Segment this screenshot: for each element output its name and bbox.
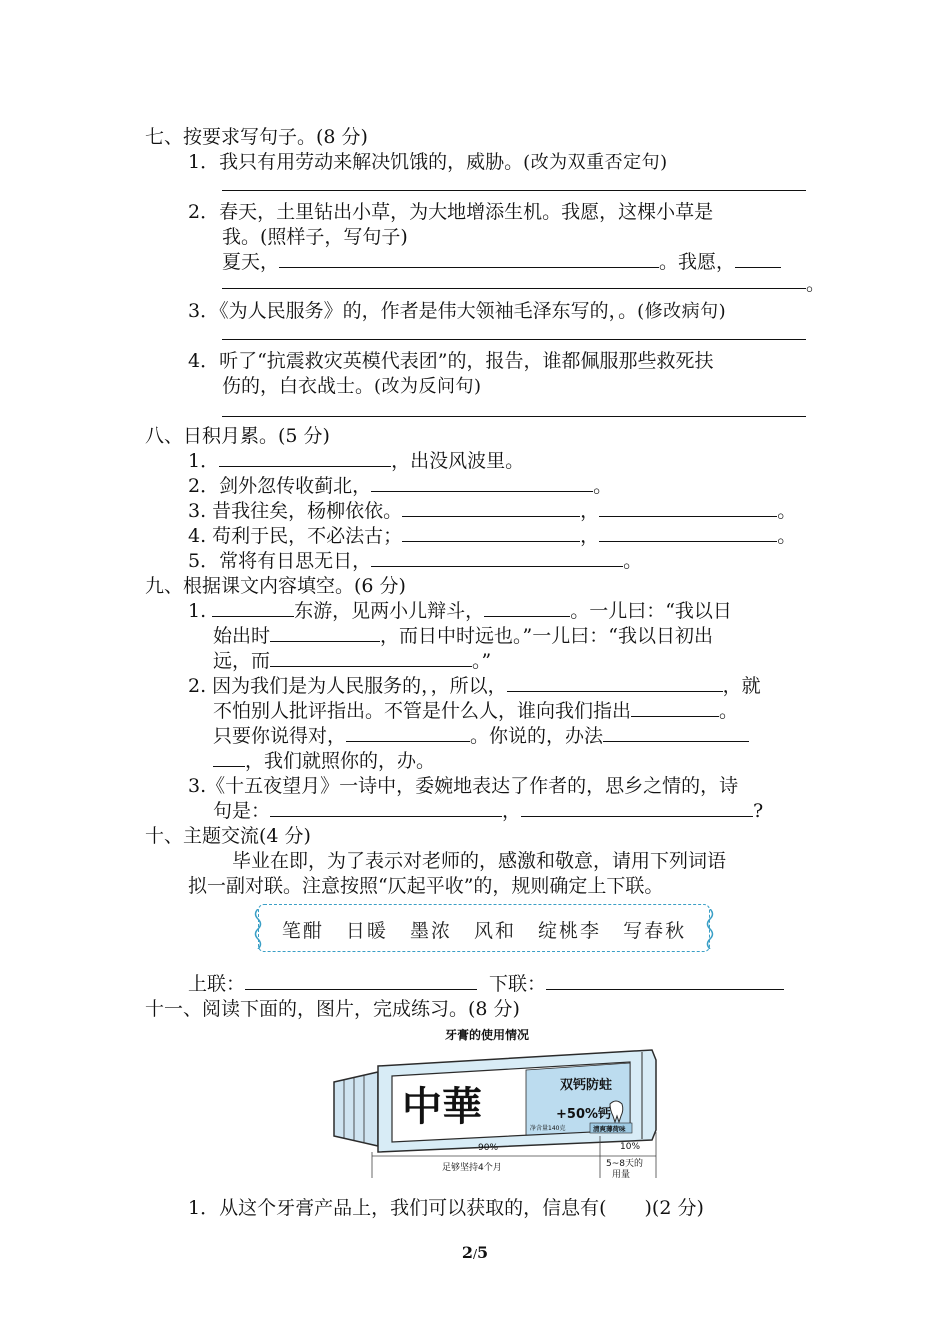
period: 。: [593, 475, 613, 497]
question-text: 3. 昔我往矣，杨柳依依。: [188, 500, 403, 522]
answer-blank[interactable]: [599, 524, 777, 542]
answer-blank[interactable]: [212, 599, 294, 617]
usage-rest-desc-2: 用量: [612, 1170, 631, 1180]
upper-couplet-label: 上联：: [188, 973, 246, 995]
answer-blank[interactable]: [270, 649, 472, 667]
question-9-2-line2: [213, 699, 738, 723]
question-number: 1．: [188, 450, 220, 472]
answer-blank[interactable]: [270, 624, 380, 642]
instruction: (改为双重否定句): [523, 152, 668, 173]
question-text: ，而日中时远也。”一儿曰：“我以日初出: [380, 625, 713, 647]
question-8-4: [188, 524, 796, 548]
instruction: (改为反问句): [374, 376, 482, 397]
comma: ，: [502, 800, 522, 822]
question-7-4-line2: [222, 374, 482, 399]
question-9-3-line2: [213, 799, 763, 823]
question-text: ，我们就照你的，办。: [245, 750, 436, 772]
total-pages: 5: [477, 1243, 489, 1262]
section-9-title: 九、根据课文内容填空。(6 分): [145, 575, 406, 597]
answer-blank[interactable]: [521, 799, 753, 817]
section-11-title: 十一、阅读下面的，图片，完成练习。(8 分): [145, 998, 520, 1020]
question-7-2-line3: [222, 250, 781, 274]
question-text: 2．剑外忽传收蓟北，: [188, 475, 372, 497]
comma: ，: [580, 525, 600, 547]
lower-couplet-label: 下联：: [489, 973, 547, 995]
question-number: 1.: [188, 600, 213, 622]
question-7-3: [188, 299, 726, 324]
question-text: 远，而: [213, 650, 271, 672]
instruction: 我。(照样子，写句子): [222, 226, 408, 248]
answer-blank[interactable]: [599, 499, 777, 517]
question-9-2-line4: [213, 749, 435, 773]
answer-blank[interactable]: [279, 250, 659, 268]
question-mark: ?: [753, 800, 764, 822]
question-text: 不怕别人批评指出。不管是什么人，谁向我们指出: [213, 700, 632, 722]
period: 。: [806, 273, 826, 295]
lower-couplet-blank[interactable]: [546, 972, 784, 990]
answer-blank[interactable]: [402, 524, 580, 542]
net-content: 净含量140克: [530, 1125, 566, 1132]
tube-cap: [334, 1072, 378, 1146]
question-text: 4. 苟利于民，不必法古；: [188, 525, 403, 547]
answer-blank[interactable]: [603, 724, 749, 742]
question-7-2-line1: 2．春天，土里钻出小草，为大地增添生机。我愿，这棵小草是: [188, 201, 714, 223]
answer-blank[interactable]: [507, 674, 723, 692]
page-number: [0, 1243, 950, 1262]
question-text: 。你说的，办法: [470, 725, 604, 747]
brand-name: 中華: [402, 1084, 482, 1130]
flavor-tag: 清爽薄荷味: [593, 1125, 626, 1133]
question-9-1-line1: [188, 599, 732, 623]
answer-blank[interactable]: [735, 250, 781, 268]
answer-blank[interactable]: [371, 549, 623, 567]
question-9-3-line1: 3.《十五夜望月》一诗中，委婉地表达了作者的，思乡之情的，诗: [188, 775, 739, 797]
question-7-2-line2: [222, 225, 408, 249]
prompt-text: 。我愿，: [659, 251, 736, 273]
product-feature: 双钙防蛀: [560, 1078, 613, 1093]
section-10-paragraph-line2: 拟一副对联。注意按照“仄起平收”的，规则确定上下联。: [188, 875, 664, 897]
section-10-paragraph-line1: 毕业在即，为了表示对老师的，感激和敬意，请用下列词语: [232, 850, 727, 872]
couplet-answer-line: [188, 972, 784, 996]
answer-blank[interactable]: [270, 799, 502, 817]
question-text: 句是：: [213, 800, 271, 822]
answer-line-7-2[interactable]: [222, 288, 806, 289]
calcium-tag: +50%钙: [556, 1107, 612, 1122]
question-text: 始出时: [213, 625, 271, 647]
question-text: 3．《为人民服务》的，作者是伟大领袖毛泽东写的，。: [188, 300, 638, 322]
page-separator: /: [472, 1247, 478, 1261]
question-9-1-line2: [213, 624, 713, 648]
answer-blank[interactable]: [484, 599, 570, 617]
question-text: 1．我只有用劳动来解决饥饿的，威胁。: [188, 151, 524, 173]
usage-main-desc: 足够坚持4个月: [442, 1163, 502, 1173]
usage-rest-percent: 10%: [620, 1142, 641, 1152]
question-text: 。”: [472, 650, 492, 672]
answer-blank[interactable]: [631, 699, 719, 717]
usage-rest-desc: 5~8天的: [606, 1159, 643, 1169]
question-text: 东游，见两小儿辩斗，: [294, 600, 485, 622]
section-8-title: 八、日积月累。(5 分): [145, 425, 330, 447]
usage-main-percent: 90%: [478, 1143, 499, 1153]
prompt-text: 夏天，: [222, 251, 280, 273]
toothpaste-figure: [330, 1046, 660, 1181]
question-8-5: [188, 549, 642, 573]
question-9-2-line3: [213, 724, 749, 748]
answer-line-7-1[interactable]: [222, 190, 806, 191]
answer-blank[interactable]: [346, 724, 470, 742]
question-8-1: [188, 449, 524, 473]
answer-line-7-3[interactable]: [222, 339, 806, 340]
upper-couplet-blank[interactable]: [245, 972, 477, 990]
answer-blank[interactable]: [371, 474, 593, 492]
period: 。: [777, 500, 797, 522]
word-bank-box: [258, 904, 710, 952]
question-8-2: [188, 474, 612, 498]
question-7-1: [188, 150, 668, 175]
answer-blank[interactable]: [213, 749, 245, 767]
section-7-title: 七、按要求写句子。(8 分): [145, 126, 368, 148]
answer-line-7-4[interactable]: [222, 416, 806, 417]
question-9-2-line1: [188, 674, 761, 698]
question-text: 2. 因为我们是为人民服务的，，所以，: [188, 675, 507, 697]
answer-blank[interactable]: [402, 499, 580, 517]
current-page: 2: [461, 1243, 473, 1262]
period: 。: [777, 525, 797, 547]
question-text: ，就: [722, 675, 761, 697]
comma: ，: [580, 500, 600, 522]
question-7-4-line1: 4．听了“抗震救灾英模代表团”的，报告，谁都佩服那些救死扶: [188, 350, 714, 372]
question-text: 。一儿曰：“我以日: [570, 600, 732, 622]
word-bank: 笔酣 日暖 墨浓 风和 绽桃李 写春秋: [281, 920, 687, 942]
section-10-title: 十、主题交流(4 分): [145, 825, 311, 847]
period: 。: [623, 550, 643, 572]
question-text: ，出没风波里。: [391, 450, 525, 472]
question-text: 5．常将有日思无日，: [188, 550, 372, 572]
question-text: 伤的，白衣战士。: [222, 375, 375, 397]
period: 。: [719, 700, 739, 722]
picture-title: 牙膏的使用情况: [445, 1028, 530, 1042]
question-9-1-line3: [213, 649, 491, 673]
question-text: 只要你说得对，: [213, 725, 347, 747]
question-8-3: [188, 499, 796, 523]
instruction: (修改病句): [637, 301, 727, 322]
question-11-1: 1．从这个牙膏产品上，我们可以获取的，信息有( )(2 分): [188, 1197, 704, 1219]
answer-blank[interactable]: [219, 449, 391, 467]
